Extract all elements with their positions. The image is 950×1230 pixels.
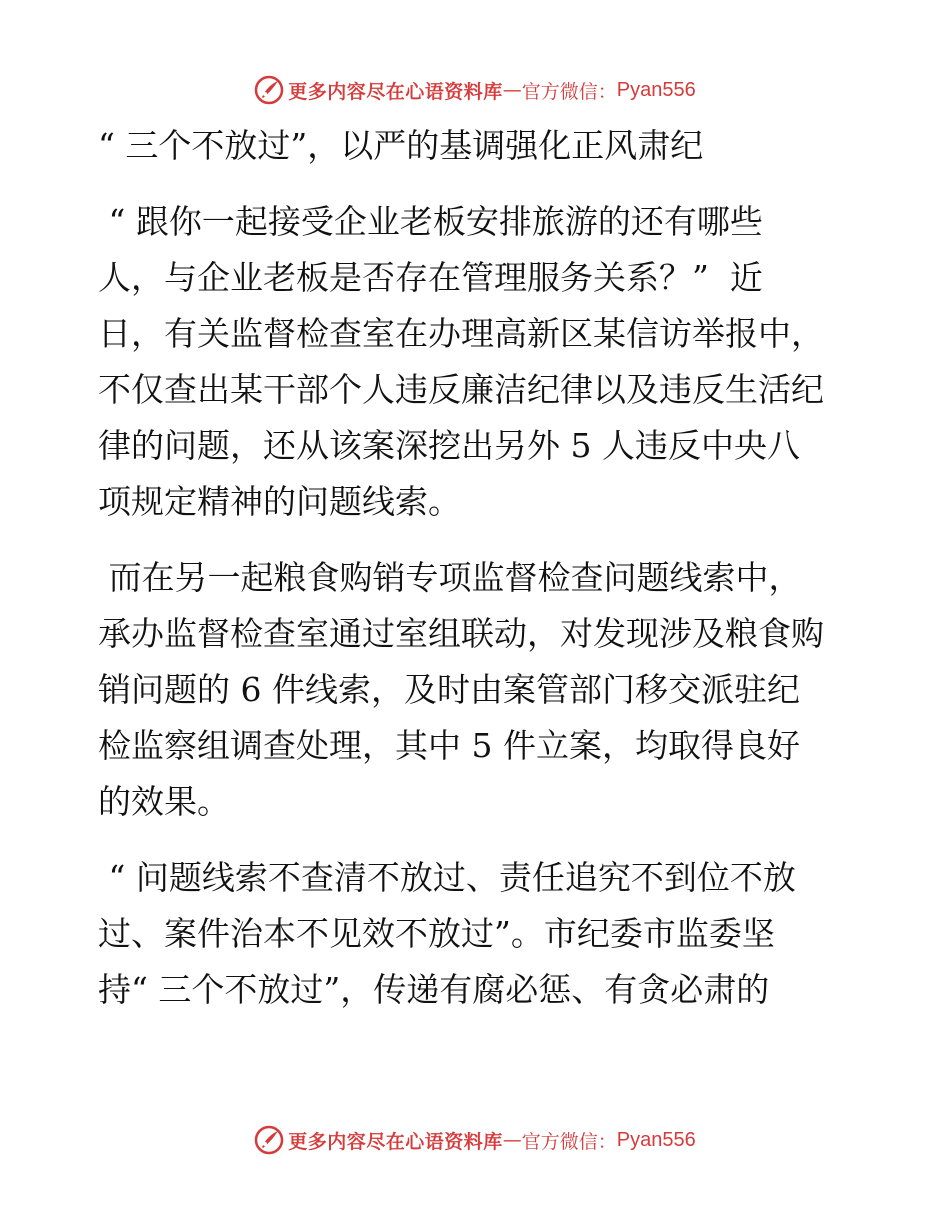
watermark-dash: — — [502, 79, 522, 101]
paragraph-gap — [98, 830, 858, 850]
document-title: “ 三个不放过”，以严的基调强化正风肃纪 — [98, 126, 704, 165]
watermark-wechat-label: 官方微信： — [521, 80, 617, 103]
text-line: 而在另一起粮食购销专项监督检查问题线索中， — [98, 558, 802, 597]
paragraph-3 — [98, 850, 858, 1018]
text-line: 人，与企业老板是否存在管理服务关系？” 近 — [98, 258, 763, 297]
text-line: “ 问题线索不查清不放过、责任追究不到位不放 — [98, 858, 796, 897]
watermark-dash: — — [502, 1129, 522, 1151]
paragraph-gap — [98, 530, 858, 550]
text-line: 销问题的 6 件线索，及时由案管部门移交派驻纪 — [98, 670, 800, 709]
text-line: “ 跟你一起接受企业老板安排旅游的还有哪些 — [98, 202, 763, 241]
watermark-wechat-id: Pyan556 — [616, 1128, 696, 1151]
paragraph-2 — [98, 550, 858, 830]
text-line: 律的问题，还从该案深挖出另外 5 人违反中央八 — [98, 426, 800, 465]
quill-seal-icon — [254, 1125, 284, 1155]
watermark-main-text: 更多内容尽在心语资料库 — [288, 1130, 503, 1153]
watermark-wechat-label: 官方微信： — [521, 1130, 617, 1153]
paragraph-gap — [98, 174, 858, 194]
text-line: 检监察组调查处理，其中 5 件立案，均取得良好 — [98, 726, 800, 765]
header-watermark — [0, 70, 950, 110]
text-line: 日，有关监督检查室在办理高新区某信访举报中， — [98, 314, 824, 353]
text-line: 项规定精神的问题线索。 — [98, 482, 461, 521]
text-line: 的效果。 — [98, 782, 230, 821]
quill-seal-icon — [254, 75, 284, 105]
text-line: 过、案件治本不见效不放过”。市纪委市监委坚 — [98, 914, 775, 953]
watermark-main-text: 更多内容尽在心语资料库 — [288, 80, 503, 103]
text-line: 承办监督检查室通过室组联动，对发现涉及粮食购 — [98, 614, 824, 653]
watermark-wechat-id: Pyan556 — [616, 78, 696, 101]
paragraph-1 — [98, 194, 858, 530]
text-line: 持“ 三个不放过”，传递有腐必惩、有贪必肃的 — [98, 970, 770, 1009]
document-body — [98, 118, 858, 1018]
footer-watermark — [0, 1120, 950, 1160]
text-line: 不仅查出某干部个人违反廉洁纪律以及违反生活纪 — [98, 370, 824, 409]
